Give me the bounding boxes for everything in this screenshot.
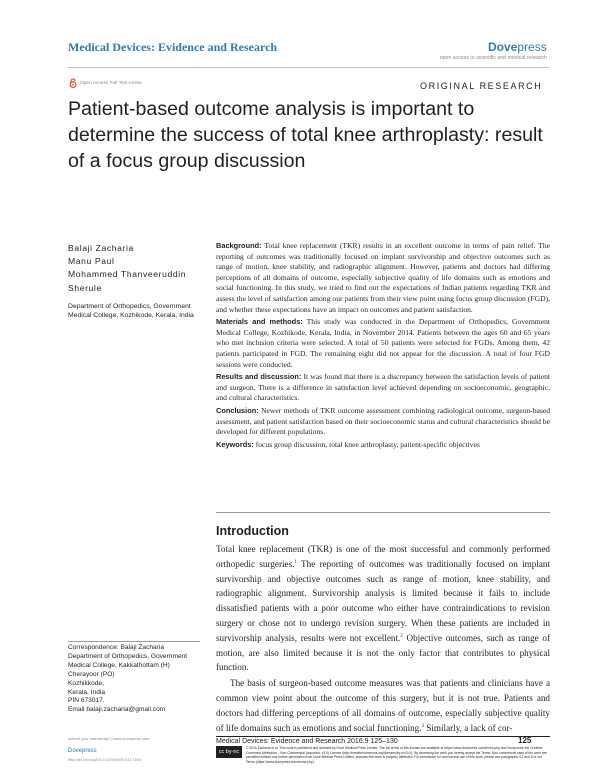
abstract-text: Total knee replacement (TKR) results in an excellent outcome in terms of pain relief. The reporting of outcomes was traditionally focused on implant survivorship and objective outcomes such as range of motion, knee stability, and radiographic alignment. However, patients and doctors had differing perceptions of all domains of outcome, especially subjective quality of life domains such as emotions and social functioning. In this study, we tried to find out the expectations of Indian patients regarding TKR and assess the level of satisfaction among our patients from their view point using focus group discussion (FGD), and whether these expectations have an impact on outcomes and patient satisfaction. xyxy=(216,241,550,314)
article-type: ORIGINAL RESEARCH xyxy=(420,81,543,91)
creative-commons-badge[interactable]: cc by-nc xyxy=(216,746,242,758)
reference-link[interactable]: 2 xyxy=(400,633,403,639)
abstract-label: Keywords: xyxy=(216,439,254,449)
paragraph xyxy=(216,676,550,735)
reference-link[interactable]: 3 xyxy=(421,723,425,729)
abstract-label: Results and discussion: xyxy=(216,372,302,382)
abstract-conclusion xyxy=(216,406,550,438)
correspondence-divider xyxy=(68,641,200,642)
abstract-text: This study was conducted in the Department of Orthopedics, Government Medical College, Kozhikode, Kerala, India, in November 2014. Patients between the ages 60 and 65 years who met inclusion criteria were selected. A total of 50 patients were selected for FGDs. Among them, 42 patients participated in FGD. The remaining eight did not appear for the discussion. A total of four FGD sessions were conducted. xyxy=(216,317,550,369)
abstract-label: Background: xyxy=(216,241,262,250)
paragraph-text: Total knee replacement (TKR) is one of the most successful and commonly performed orthopedic surgeries. xyxy=(216,544,550,569)
publisher-logo[interactable] xyxy=(488,40,547,54)
header-divider xyxy=(68,67,549,68)
address-line: PIN 673017. xyxy=(68,697,105,705)
footer-dovepress-logo: Dovepress xyxy=(68,748,97,754)
abstract-keywords xyxy=(216,440,550,451)
paragraph-text: Similarly, a lack of cor- xyxy=(424,722,513,733)
reference-link[interactable]: 1 xyxy=(294,559,297,565)
correspondence-name: Balaji Zacharia xyxy=(120,644,165,651)
page-number: 125 xyxy=(518,736,532,745)
abstract-divider xyxy=(216,512,550,513)
open-access-note: Open Access Full Text Article xyxy=(80,81,142,86)
article-title: Patient-based outcome analysis is important to determine the success of total knee arthroplasty: result of a focus group discussion xyxy=(68,98,543,172)
address-line: Cherayoor (PO) xyxy=(68,670,115,678)
address-line: Kozhikkode, xyxy=(68,679,104,687)
footer-divider xyxy=(216,736,550,737)
footer-citation: Medical Devices: Evidence and Research 2016:9 125–130 xyxy=(216,738,398,745)
paragraph-text: The basis of surgeon-based outcome measures was that patients and clinicians have a common view point about the outcome of this surgery, but it is not true. Patients and doctors had differing perceptions of all domains of outcome, especially subjective quality of life domains such as emotions and social functioning. xyxy=(216,678,550,733)
correspondence-heading xyxy=(68,644,208,653)
address-line: Department of Orthopedics, Government xyxy=(68,652,188,660)
doi-link[interactable]: http://dx.doi.org/10.2147/MDER.S117194 xyxy=(68,757,141,762)
open-access-lock-icon xyxy=(68,78,78,88)
abstract-text: It was found that there is a discrepancy between the satisfaction levels of patient and surgeon. There is a difference in satisfaction level achieved depending on socioeconomic, geographic, and cultural characteristics. xyxy=(216,372,550,403)
email-label: Email xyxy=(68,706,85,714)
correspondence-label: Correspondence: xyxy=(68,644,119,651)
publisher-tagline: open access to scientific and medical research xyxy=(439,55,547,61)
email-link[interactable]: balaji.zacharia@gmail.com xyxy=(86,706,166,714)
journal-title: Medical Devices: Evidence and Research xyxy=(68,40,278,54)
paragraph-text: The reporting of outcomes was traditionally focused on implant survivorship and objective outcomes such as range of motion, knee stability, and radiographic alignment. Survivorship analysis is limited because it fails to include dissatisfied patients with a poor outcome who either have contraindications to revision surgery or chose not to undergo revision surgery. When these patients are included in survivorship analysis, results were not excellent. xyxy=(216,558,551,643)
abstract-methods xyxy=(216,317,550,370)
author-name: Mohammed Thanveeruddin xyxy=(68,269,187,279)
paragraph xyxy=(216,542,550,675)
author-affiliation: Department of Orthopedics, Government Medical College, Kozhikode, Kerala, India xyxy=(68,303,194,319)
abstract-background xyxy=(216,241,550,315)
abstract-label: Materials and methods: xyxy=(216,317,303,327)
abstract-label: Conclusion: xyxy=(216,405,259,415)
correspondence-block xyxy=(68,644,208,715)
author-name: Manu Paul xyxy=(68,256,115,266)
abstract-text: Newer methods of TKR outcome assessment combining radiological outcome, surgeon-based assessment, and patient satisfaction based on their socioeconomic status and cultural characteristics should be developed for different populations. xyxy=(216,405,550,437)
introduction-body xyxy=(216,542,550,735)
submit-manuscript-link[interactable]: submit your manuscript | www.dovepress.com xyxy=(68,736,150,741)
author-name: Sherule xyxy=(68,283,102,293)
license-text: © 2016 Zacharia et al. This work is published and licensed by Dove Medical Press Limited. The full terms of this license are available at https://www.dovepress.com/terms.php and incorporate the Creative Commons Attribution – Non Commercial (unported, v3.0) License (http://creativecommons.org/licenses/by-nc/3.0/). By accessing the work you hereby accept the Terms. Non-commercial uses of the work are permitted without any further permission from Dove Medical Press Limited, provided the work is properly attributed. For permission for commercial use of this work, please see paragraphs 4.2 and 5 of our Terms (https://www.dovepress.com/terms.php). xyxy=(246,746,547,764)
abstract xyxy=(216,241,550,452)
paragraph-text: Objective outcomes, such as range of motion, are also limited because it is not the only factor that contributes to physical function. xyxy=(216,632,550,673)
author-name: Balaji Zacharia xyxy=(68,243,134,253)
address-line: Medical College, Kakkathottam (H) xyxy=(68,661,170,669)
abstract-results xyxy=(216,372,550,404)
section-heading: Introduction xyxy=(216,524,289,538)
publisher-logo-press: press xyxy=(517,40,547,54)
publisher-logo-dove: Dove xyxy=(488,40,518,54)
abstract-text: focus group discussion, total knee arthroplasty, patient-specific objectives xyxy=(255,439,480,449)
email-line xyxy=(68,706,208,715)
address-line: Kerala, India xyxy=(68,688,106,696)
